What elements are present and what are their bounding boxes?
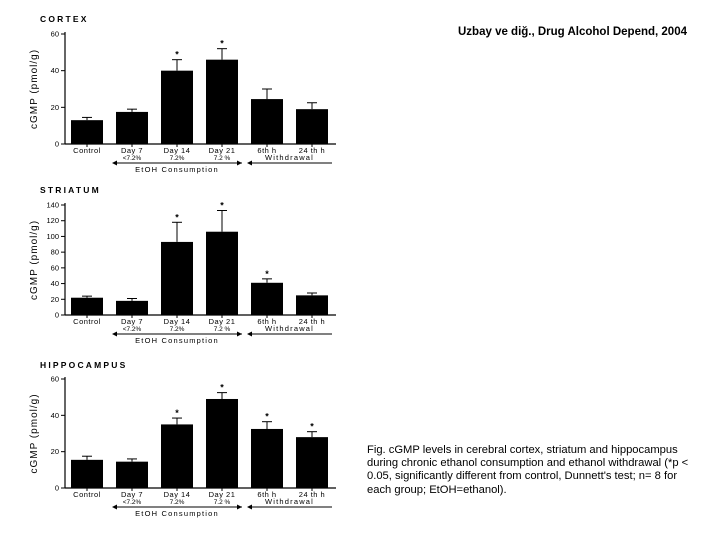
x-sublabel: 7.2 %	[213, 499, 231, 506]
y-tick-label: 120	[46, 216, 59, 226]
x-tick-label: 24 th h	[298, 490, 326, 499]
significance-mark: *	[220, 38, 224, 49]
group-arrow-head	[112, 332, 117, 337]
y-tick-label: 40	[50, 279, 59, 289]
bar	[116, 112, 148, 144]
y-tick-label: 0	[54, 139, 59, 149]
y-tick-label: 20	[50, 102, 59, 112]
significance-mark: *	[175, 49, 179, 60]
bar	[296, 437, 328, 488]
group-arrow-head	[112, 161, 117, 166]
x-tick-label: 6th h	[257, 317, 277, 326]
bar	[71, 298, 103, 315]
x-tick-label: Day 21	[208, 490, 236, 499]
significance-mark: *	[310, 421, 314, 432]
group-label: Withdrawal	[264, 497, 315, 506]
bar	[161, 71, 193, 144]
y-tick-label: 20	[50, 447, 59, 457]
x-tick-label: Day 14	[163, 146, 191, 155]
group-arrow-head	[112, 505, 117, 510]
group-label: EtOH Consumption	[135, 165, 219, 174]
bar	[116, 301, 148, 315]
y-tick-label: 140	[46, 200, 59, 210]
citation: Uzbay ve diğ., Drug Alcohol Depend, 2004	[458, 26, 687, 38]
bar	[296, 295, 328, 315]
significance-mark: *	[220, 382, 224, 393]
x-tick-label: 24 th h	[298, 146, 326, 155]
x-sublabel: 7.2 %	[213, 155, 231, 162]
group-arrow-head	[237, 161, 242, 166]
group-label: EtOH Consumption	[135, 509, 219, 518]
group-arrow-head	[247, 161, 252, 166]
x-tick-label: 24 th h	[298, 317, 326, 326]
y-tick-label: 60	[50, 29, 59, 39]
bar	[206, 232, 238, 315]
bar	[251, 99, 283, 144]
x-tick-label: Day 7	[120, 490, 144, 499]
bar	[71, 120, 103, 144]
bar	[116, 462, 148, 488]
x-tick-label: 6th h	[257, 490, 277, 499]
x-sublabel: <7.2%	[122, 155, 142, 162]
bar	[251, 283, 283, 315]
x-tick-label: 6th h	[257, 146, 277, 155]
y-tick-label: 60	[50, 374, 59, 384]
x-sublabel: 7.2%	[169, 499, 185, 506]
x-sublabel: 7.2 %	[213, 326, 231, 333]
y-tick-label: 40	[50, 66, 59, 76]
y-tick-label: 100	[46, 231, 59, 241]
bar	[161, 424, 193, 488]
group-arrow-head	[237, 332, 242, 337]
y-tick-label: 80	[50, 247, 59, 257]
x-sublabel: 7.2%	[169, 155, 185, 162]
significance-mark: *	[265, 411, 269, 422]
x-tick-label: Day 14	[163, 490, 191, 499]
y-tick-label: 40	[50, 410, 59, 420]
panel-title: CORTEX	[40, 14, 89, 24]
y-tick-label: 20	[50, 294, 59, 304]
group-label: Withdrawal	[264, 324, 315, 333]
significance-mark: *	[265, 268, 269, 279]
x-tick-label: Day 7	[120, 146, 144, 155]
x-tick-label: Control	[73, 317, 101, 326]
x-tick-label: Day 14	[163, 317, 191, 326]
x-tick-label: Day 7	[120, 317, 144, 326]
group-label: EtOH Consumption	[135, 336, 219, 345]
group-label: Withdrawal	[264, 153, 315, 162]
x-tick-label: Control	[73, 490, 101, 499]
x-sublabel: <7.2%	[122, 326, 142, 333]
y-tick-label: 0	[54, 310, 59, 320]
panel-title: HIPPOCAMPUS	[40, 360, 128, 370]
x-sublabel: <7.2%	[122, 499, 142, 506]
y-axis-label: cGMP (pmol/g)	[29, 48, 40, 130]
bar	[251, 429, 283, 488]
significance-mark: *	[220, 200, 224, 211]
x-tick-label: Day 21	[208, 146, 236, 155]
bar	[71, 460, 103, 488]
bar	[296, 109, 328, 144]
group-arrow-head	[247, 332, 252, 337]
y-axis-label: cGMP (pmol/g)	[29, 219, 40, 301]
x-tick-label: Control	[73, 146, 101, 155]
group-arrow-head	[247, 505, 252, 510]
bar	[206, 60, 238, 144]
y-tick-label: 60	[50, 263, 59, 273]
group-arrow-head	[237, 505, 242, 510]
bar	[161, 242, 193, 315]
bar	[206, 399, 238, 488]
significance-mark: *	[175, 408, 179, 419]
x-sublabel: 7.2%	[169, 326, 185, 333]
significance-mark: *	[175, 212, 179, 223]
y-tick-label: 0	[54, 483, 59, 493]
x-tick-label: Day 21	[208, 317, 236, 326]
figure-caption: Fig. cGMP levels in cerebral cortex, striatum and hippocampus during chronic ethanol consumption and ethanol withdrawal (*p < 0.05, significantly different from control, Dunnett's test; n= 8 for each group; EtOH=ethanol).	[367, 444, 689, 496]
panel-title: STRIATUM	[40, 185, 101, 195]
y-axis-label: cGMP (pmol/g)	[29, 393, 40, 474]
